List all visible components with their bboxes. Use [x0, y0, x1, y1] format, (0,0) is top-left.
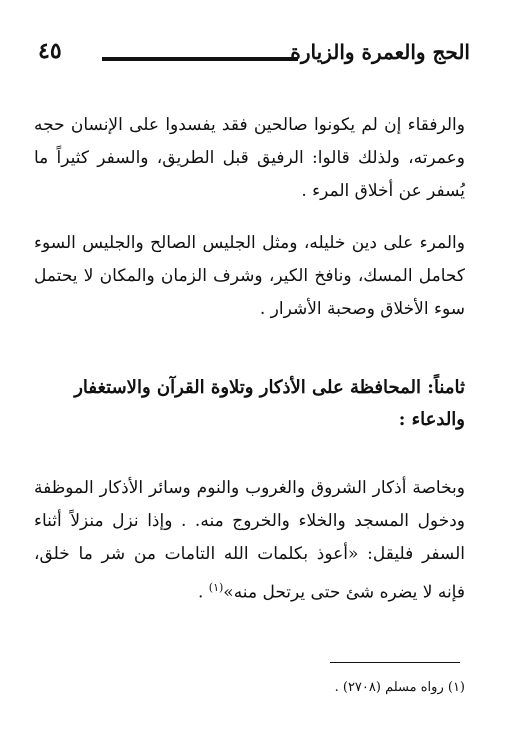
paragraph-3 [34, 472, 465, 612]
paragraph-3-end: . [197, 582, 209, 603]
footnote: (١) رواه مسلم (٢٧٠٨) . [334, 680, 465, 695]
paragraph-2: والمرء على دين خليله، ومثل الجليس الصالح والجليس السوء كحامل المسك، ونافخ الكير، وشرف الزمان والمكان لا يحتمل سوء الأخلاق وصحبة الأشرار . [34, 233, 465, 319]
page-number: ٤٥ [38, 38, 62, 64]
footnote-rule [330, 662, 460, 663]
running-title: الحج والعمرة والزيارة [290, 40, 470, 64]
paragraph-3-text: وبخاصة أذكار الشروق والغروب والنوم وسائر الأذكار الموظفة ودخول المسجد والخلاء والخروج منه. . وإذا نزل منزلاً أثناء السفر فليقل: «أعوذ بكلمات الله التامات من شر ما خلق، فإنه لا يضره شئ حتى يرتحل منه» [34, 478, 465, 603]
page-header [30, 36, 470, 80]
header-rule [102, 57, 298, 61]
footnote-marker: (١) [208, 581, 224, 594]
section-heading: ثامناً: المحافظة على الأذكار وتلاوة القرآن والاستغفار والدعاء : [74, 377, 465, 430]
paragraph-1: والرفقاء إن لم يكونوا صالحين فقد يفسدوا على الإنسان حجه وعمرته، ولذلك قالوا: الرفيق قبل الطريق، والسفر كثيراً ما يُسفر عن أخلاق المرء . [34, 115, 465, 201]
